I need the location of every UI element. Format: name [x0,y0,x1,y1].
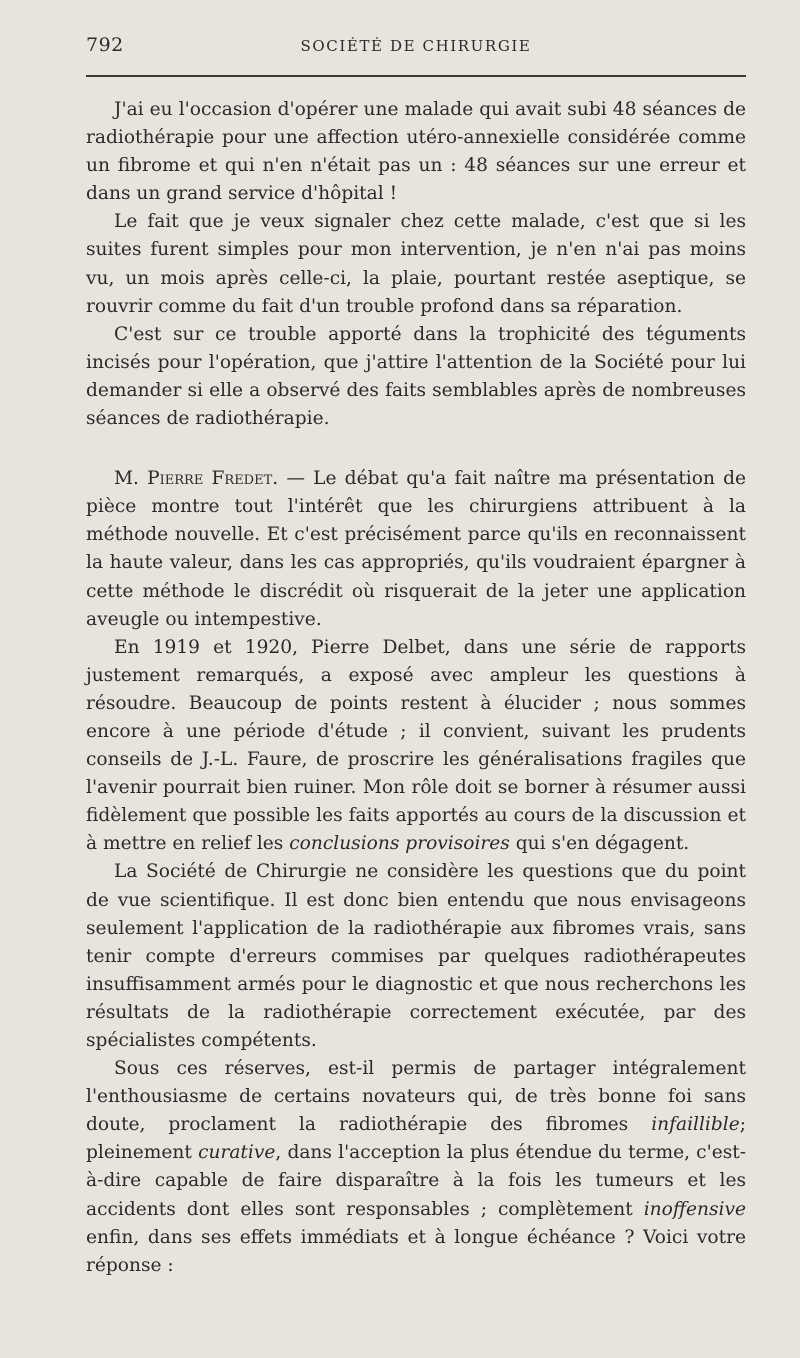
paragraph-3 [86,321,746,433]
speaker-name: M. Pierre Fredet. [114,468,279,490]
page-number: 792 [86,34,124,56]
emphasis-curative: curative [198,1142,276,1164]
paragraph-5 [86,634,746,859]
paragraph-3-text: C'est sur ce trouble apporté dans la trophicité des téguments incisés pour l'opération, que j'attire l'attention de la Société pour lui demander si elle a observé des faits semblables après de nombreuses séances de radiothérapie. [86,323,746,430]
paragraph-4-text: — Le débat qu'a fait naître ma présentation de pièce montre tout l'intérêt que les chirurgiens attribuent à la méthode nouvelle. Et c'est précisément parce qu'ils en reconnaissent la haute valeur, dans les cas appropriés, qu'ils voudraient épargner à cette méthode le discrédit où risquerait de la jeter une application aveugle ou intempestive. [86,468,746,630]
body-text [86,96,746,1280]
paragraph-1-text: J'ai eu l'occasion d'opérer une malade qui avait subi 48 séances de radiothérapie pour une affection utéro-annexielle considérée comme un fibrome et qui n'en n'était pas un : 48 séances sur une erreur et dans un grand service d'hôpital ! [86,99,746,205]
emphasis-inoffensive: inoffensive [643,1198,746,1220]
header-rule [86,75,746,77]
paragraph-6 [86,858,746,1055]
paragraph-2 [86,208,746,320]
paragraph-7-text-d: enfin, dans ses effets immédiats et à longue échéance ? Voici votre réponse : [86,1226,746,1276]
paragraph-1 [86,96,746,208]
paragraph-4 [86,465,746,634]
paragraph-6-text: La Société de Chirurgie ne considère les questions que du point de vue scientifique. Il est donc bien entendu que nous envisageons seulement l'application de la radiothérapie aux fibromes vrais, sans tenir compte d'erreurs commises par quelques radiothérapeutes insuffisamment armés pour le diagnostic et que nous recherchons les résultats de la radiothérapie correctement exécutée, par des spécialistes compétents. [86,861,746,1051]
paragraph-5-text-b: qui s'en dégagent. [515,833,690,855]
paragraph-7-text-b: ; pleinement [86,1114,746,1164]
emphasis-conclusions: conclusions provisoires [289,833,510,855]
running-title: SOCIÉTÉ DE CHIRURGIE [300,37,532,55]
page-header [86,34,746,60]
paragraph-7-text-c: , dans l'acception la plus étendue du terme, c'est-à-dire capable de faire disparaître à la fois les tumeurs et les accidents dont elles sont responsables ; complètement [86,1142,746,1220]
paragraph-7 [86,1055,746,1280]
emphasis-infaillible: infaillible [651,1114,740,1136]
paragraph-5-text-a: En 1919 et 1920, Pierre Delbet, dans une série de rapports justement remarqués, a exposé avec ampleur les questions à résoudre. Beaucoup de points restent à élucider ; nous sommes encore à une période d'étude ; il convient, suivant les prudents conseils de J.-L. Faure, de proscrire les généralisations fragiles que l'avenir pourrait bien ruiner. Mon rôle doit se borner à résumer aussi fidèlement que possible les faits apportés au cours de la discussion et à mettre en relief les [86,636,746,855]
paragraph-2-text: Le fait que je veux signaler chez cette malade, c'est que si les suites furent simples pour mon intervention, je n'en n'ai pas moins vu, un mois après celle-ci, la plaie, pourtant restée aseptique, se rouvrir comme du fait d'un trouble profond dans sa réparation. [86,211,746,317]
paragraph-7-text-a: Sous ces réserves, est-il permis de partager intégralement l'enthousiasme de certains novateurs qui, de très bonne foi sans doute, proclament la radiothérapie des fibromes [86,1058,746,1136]
